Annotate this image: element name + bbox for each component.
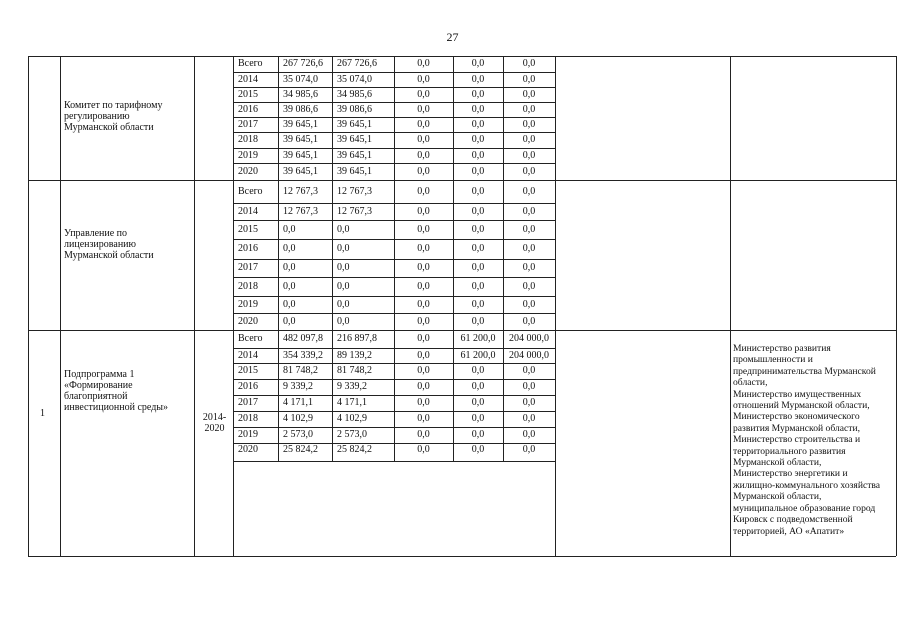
value-cell: 0,0 xyxy=(522,134,536,145)
value-cell: 0,0 xyxy=(283,243,296,254)
grid-column-line xyxy=(503,56,504,180)
year-cell: 2016 xyxy=(238,381,258,392)
value-cell: 0,0 xyxy=(471,444,485,455)
value-cell: 0,0 xyxy=(337,243,350,254)
value-cell: 39 645,1 xyxy=(283,149,318,161)
grid-row-line xyxy=(233,411,555,412)
value-cell: 0,0 xyxy=(283,262,296,273)
year-cell: 2015 xyxy=(238,365,258,376)
year-cell: 2015 xyxy=(238,223,258,235)
table-column-line xyxy=(555,56,556,556)
block-title: Подпрограмма 1 «Формирование благоприятной инвестиционной среды» xyxy=(64,369,169,413)
grid-row-line xyxy=(233,379,555,380)
value-cell: 89 139,2 xyxy=(337,349,372,361)
value-cell: 216 897,8 xyxy=(337,333,377,344)
grid-row-line xyxy=(233,427,555,428)
grid-row-line xyxy=(233,132,555,133)
value-cell: 0,0 xyxy=(417,280,430,292)
value-cell: 0,0 xyxy=(471,262,485,273)
value-cell: 0,0 xyxy=(522,298,536,310)
value-cell: 0,0 xyxy=(471,165,485,177)
value-cell: 0,0 xyxy=(417,397,430,408)
value-cell: 0,0 xyxy=(471,149,485,161)
value-cell: 0,0 xyxy=(522,262,536,273)
year-cell: Всего xyxy=(238,333,263,344)
value-cell: 267 726,6 xyxy=(337,58,377,69)
grid-row-line xyxy=(233,239,555,240)
grid-row-line xyxy=(233,395,555,396)
value-cell: 0,0 xyxy=(522,58,536,69)
value-cell: 0,0 xyxy=(471,58,485,69)
value-cell: 0,0 xyxy=(471,298,485,310)
page-number: 27 xyxy=(446,30,459,44)
value-cell: 0,0 xyxy=(337,315,350,327)
value-cell: 0,0 xyxy=(417,73,430,85)
value-cell: 0,0 xyxy=(283,223,296,235)
value-cell: 0,0 xyxy=(337,298,350,310)
value-cell: 0,0 xyxy=(522,444,536,455)
year-cell: 2019 xyxy=(238,429,258,440)
value-cell: 0,0 xyxy=(283,298,296,310)
value-cell: 0,0 xyxy=(471,103,485,115)
grid-row-line xyxy=(233,259,555,260)
value-cell: 0,0 xyxy=(471,118,485,130)
value-cell: 39 645,1 xyxy=(337,118,372,130)
value-cell: 2 573,0 xyxy=(283,429,313,440)
value-cell: 0,0 xyxy=(522,243,536,254)
value-cell: 0,0 xyxy=(471,381,485,392)
block-separator xyxy=(28,180,896,181)
value-cell: 0,0 xyxy=(471,315,485,327)
value-cell: 0,0 xyxy=(522,429,536,440)
year-cell: 2017 xyxy=(238,118,258,130)
value-cell: 0,0 xyxy=(417,165,430,177)
value-cell: 39 645,1 xyxy=(283,134,318,145)
value-cell: 0,0 xyxy=(417,205,430,217)
value-cell: 0,0 xyxy=(522,381,536,392)
grid-row-line xyxy=(233,163,555,164)
value-cell: 0,0 xyxy=(417,134,430,145)
value-cell: 0,0 xyxy=(417,149,430,161)
grid-row-line xyxy=(233,296,555,297)
value-cell: 0,0 xyxy=(337,262,350,273)
value-cell: 204 000,0 xyxy=(509,333,549,344)
value-cell: 0,0 xyxy=(522,365,536,376)
value-cell: 0,0 xyxy=(471,223,485,235)
value-cell: 0,0 xyxy=(522,223,536,235)
table-top-border xyxy=(28,56,896,57)
value-cell: 4 171,1 xyxy=(337,397,367,408)
value-cell: 0,0 xyxy=(471,413,485,424)
value-cell: 0,0 xyxy=(522,73,536,85)
value-cell: 0,0 xyxy=(417,103,430,115)
value-cell: 0,0 xyxy=(522,397,536,408)
value-cell: 34 985,6 xyxy=(283,88,318,100)
value-cell: 25 824,2 xyxy=(283,444,318,455)
value-cell: 4 102,9 xyxy=(337,413,367,424)
value-cell: 0,0 xyxy=(417,444,430,455)
block-title: Управление по лицензированию Мурманской области xyxy=(64,228,154,261)
value-cell: 12 767,3 xyxy=(283,185,318,197)
value-cell: 0,0 xyxy=(522,149,536,161)
value-cell: 0,0 xyxy=(471,397,485,408)
table-column-line xyxy=(194,56,195,556)
table-bottom-border xyxy=(28,556,896,557)
value-cell: 4 171,1 xyxy=(283,397,313,408)
year-cell: 2020 xyxy=(238,165,258,177)
value-cell: 0,0 xyxy=(417,315,430,327)
value-cell: 0,0 xyxy=(417,429,430,440)
value-cell: 39 645,1 xyxy=(283,165,318,177)
value-cell: 0,0 xyxy=(522,118,536,130)
value-cell: 39 645,1 xyxy=(337,149,372,161)
grid-row-line xyxy=(233,203,555,204)
value-cell: 0,0 xyxy=(522,165,536,177)
table-column-line xyxy=(28,56,29,556)
year-cell: 2014 xyxy=(238,349,258,361)
value-cell: 267 726,6 xyxy=(283,58,323,69)
value-cell: 12 767,3 xyxy=(337,205,372,217)
value-cell: 81 748,2 xyxy=(283,365,318,376)
value-cell: 39 645,1 xyxy=(337,165,372,177)
value-cell: 0,0 xyxy=(522,103,536,115)
year-cell: 2019 xyxy=(238,298,258,310)
year-cell: 2020 xyxy=(238,315,258,327)
year-cell: 2015 xyxy=(238,88,258,100)
grid-row-line xyxy=(233,461,555,462)
value-cell: 39 645,1 xyxy=(337,134,372,145)
table-column-line xyxy=(60,56,61,556)
value-cell: 354 339,2 xyxy=(283,349,323,361)
value-cell: 0,0 xyxy=(471,280,485,292)
value-cell: 0,0 xyxy=(417,365,430,376)
grid-column-line xyxy=(394,56,395,180)
value-cell: 0,0 xyxy=(283,315,296,327)
year-cell: 2018 xyxy=(238,280,258,292)
value-cell: 0,0 xyxy=(417,243,430,254)
value-cell: 35 074,0 xyxy=(283,73,318,85)
grid-column-line xyxy=(332,56,333,180)
value-cell: 61 200,0 xyxy=(460,349,496,361)
value-cell: 204 000,0 xyxy=(509,349,549,361)
value-cell: 0,0 xyxy=(522,315,536,327)
block-title: Комитет по тарифному регулированию Мурманской области xyxy=(64,100,163,133)
grid-row-line xyxy=(233,313,555,314)
value-cell: 9 339,2 xyxy=(337,381,367,392)
value-cell: 0,0 xyxy=(337,223,350,235)
value-cell: 0,0 xyxy=(417,118,430,130)
year-cell: 2014 xyxy=(238,73,258,85)
year-cell: 2020 xyxy=(238,444,258,455)
value-cell: 0,0 xyxy=(522,280,536,292)
year-cell: Всего xyxy=(238,185,263,197)
year-cell: 2016 xyxy=(238,103,258,115)
value-cell: 0,0 xyxy=(417,413,430,424)
year-cell: 2014 xyxy=(238,205,258,217)
value-cell: 39 086,6 xyxy=(337,103,372,115)
value-cell: 0,0 xyxy=(283,280,296,292)
value-cell: 0,0 xyxy=(417,349,430,361)
value-cell: 0,0 xyxy=(471,185,485,197)
value-cell: 482 097,8 xyxy=(283,333,323,344)
value-cell: 0,0 xyxy=(417,333,430,344)
year-cell: 2016 xyxy=(238,243,258,254)
block-period: 2014- 2020 xyxy=(202,412,227,434)
value-cell: 0,0 xyxy=(417,58,430,69)
year-cell: Всего xyxy=(238,58,263,69)
value-cell: 39 086,6 xyxy=(283,103,318,115)
grid-column-line xyxy=(278,56,279,180)
grid-row-line xyxy=(233,363,555,364)
value-cell: 61 200,0 xyxy=(460,333,496,344)
table-column-line xyxy=(730,56,731,556)
value-cell: 0,0 xyxy=(417,88,430,100)
value-cell: 0,0 xyxy=(471,243,485,254)
value-cell: 0,0 xyxy=(522,88,536,100)
grid-row-line xyxy=(233,277,555,278)
value-cell: 0,0 xyxy=(417,298,430,310)
year-cell: 2018 xyxy=(238,413,258,424)
value-cell: 81 748,2 xyxy=(337,365,372,376)
value-cell: 0,0 xyxy=(417,185,430,197)
value-cell: 25 824,2 xyxy=(337,444,372,455)
year-cell: 2019 xyxy=(238,149,258,161)
grid-column-line xyxy=(453,56,454,180)
value-cell: 0,0 xyxy=(471,73,485,85)
value-cell: 39 645,1 xyxy=(283,118,318,130)
value-cell: 9 339,2 xyxy=(283,381,313,392)
value-cell: 0,0 xyxy=(471,134,485,145)
value-cell: 34 985,6 xyxy=(337,88,372,100)
value-cell: 0,0 xyxy=(417,262,430,273)
value-cell: 0,0 xyxy=(471,429,485,440)
value-cell: 0,0 xyxy=(417,223,430,235)
value-cell: 4 102,9 xyxy=(283,413,313,424)
value-cell: 0,0 xyxy=(471,205,485,217)
value-cell: 35 074,0 xyxy=(337,73,372,85)
responsible-executors: Министерство развития промышленности и предпринимательства Мурманской области, Министерство имущественных отношений Мурманской области, Министерство экономического развития Мурманской области, Министерство строительства и территориального развития Мурманской области, Министерство энергетики и жилищно-коммунального хозяйства Мурманской области, муниципальное образование город Кировск с подведомственной территорией, АО «Апатит» xyxy=(733,343,881,537)
year-cell: 2017 xyxy=(238,262,258,273)
year-cell: 2017 xyxy=(238,397,258,408)
value-cell: 0,0 xyxy=(522,205,536,217)
value-cell: 0,0 xyxy=(471,88,485,100)
value-cell: 2 573,0 xyxy=(337,429,367,440)
value-cell: 12 767,3 xyxy=(337,185,372,197)
table-column-line xyxy=(896,56,897,556)
block-separator xyxy=(28,330,896,331)
value-cell: 12 767,3 xyxy=(283,205,318,217)
value-cell: 0,0 xyxy=(417,381,430,392)
value-cell: 0,0 xyxy=(337,280,350,292)
block-number: 1 xyxy=(40,408,45,419)
grid-row-line xyxy=(233,220,555,221)
value-cell: 0,0 xyxy=(522,413,536,424)
year-cell: 2018 xyxy=(238,134,258,145)
value-cell: 0,0 xyxy=(471,365,485,376)
table-column-line xyxy=(233,56,234,556)
value-cell: 0,0 xyxy=(522,185,536,197)
